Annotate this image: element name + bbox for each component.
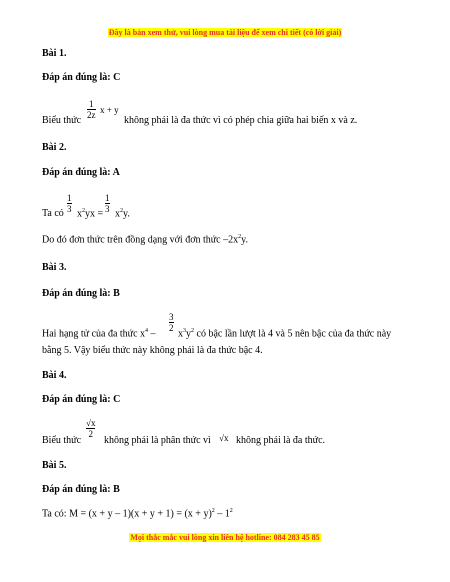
q1-prefix: Biểu thức xyxy=(42,115,82,126)
q2-tail-exp: 2 xyxy=(120,208,123,214)
q3-line1-rest xyxy=(178,328,391,339)
q3-exp-4: 4 xyxy=(145,328,149,334)
q3-minus: – xyxy=(150,328,156,340)
q2-fraction-2 xyxy=(105,193,110,214)
q2-line2-a: Do đó đơn thức trên đồng dạng với đơn thức –2x xyxy=(42,234,239,246)
preview-notice-text: Đây là bản xem thử, vui lòng mua tài liệu để xem chi tiết (có lời giải) xyxy=(108,28,342,37)
q2-frac2-den: 3 xyxy=(105,204,110,214)
q3-x: x xyxy=(178,328,183,340)
q5-exp-a: 2 xyxy=(211,508,215,514)
q2-frac1-num: 1 xyxy=(67,193,72,203)
q1-frac-num: 1 xyxy=(89,99,94,109)
q5-answer: Đáp án đúng là: B xyxy=(42,484,120,495)
q1-frac-den: 2z xyxy=(87,110,96,120)
q1-frac-tail: x + y xyxy=(100,105,119,115)
q1-text xyxy=(42,115,81,126)
q2-title: Bài 2. xyxy=(42,142,67,153)
preview-notice xyxy=(0,28,450,37)
q3-line1-a-text: Hai hạng tử của đa thức x xyxy=(42,328,146,340)
q5-title: Bài 5. xyxy=(42,460,67,471)
q1-title: Bài 1. xyxy=(42,48,67,59)
q4-frac-den: 2 xyxy=(88,429,93,439)
q2-tail-rest: y. xyxy=(123,208,130,220)
q2-mid-x: x xyxy=(77,208,82,220)
q2-mid-exp: 2 xyxy=(82,208,85,214)
q4-fraction xyxy=(86,418,95,439)
q4-suffix: không phải là đa thức. xyxy=(236,435,326,446)
q2-line2-b: y. xyxy=(241,234,248,246)
q2-tail-x: x xyxy=(115,208,120,220)
q4-frac-num: √x xyxy=(86,418,96,428)
q1-answer: Đáp án đúng là: C xyxy=(42,72,121,83)
q3-y: y xyxy=(186,328,191,340)
q4-sqrt-icon: √x xyxy=(219,433,229,443)
q2-tail xyxy=(115,208,130,219)
q2-line2 xyxy=(42,234,248,245)
q1-fraction xyxy=(87,99,96,120)
q4-prefix: Biểu thức xyxy=(42,435,82,446)
q2-line1-prefix: Ta có xyxy=(42,208,64,219)
q3-line2: bằng 5. Vậy biểu thức này không phải là đa thức bậc 4. xyxy=(42,345,263,356)
q5-line1-a: Ta có: M = (x + y – 1)(x + y + 1) = (x + y) xyxy=(42,508,212,520)
q3-answer: Đáp án đúng là: B xyxy=(42,288,120,299)
q2-mid xyxy=(77,208,103,219)
q3-line1-a xyxy=(42,328,156,339)
q2-frac1-den: 3 xyxy=(67,204,72,214)
q4-title: Bài 4. xyxy=(42,370,67,381)
q2-line2-exp: 2 xyxy=(238,234,242,240)
q2-frac2-num: 1 xyxy=(105,193,110,203)
q4-mid: không phải là phân thức vì xyxy=(104,435,211,446)
q2-mid-rest: yx = xyxy=(85,208,104,220)
q5-line1-b: – 1 xyxy=(217,508,230,520)
q3-exp-2: 2 xyxy=(191,328,194,334)
q3-line1-e: có bậc lần lượt là 4 và 5 nên bậc của đa thức này xyxy=(196,328,392,340)
q2-fraction-1 xyxy=(67,193,72,214)
q5-line1 xyxy=(42,508,233,519)
hotline-notice-text: Mọi thắc mắc vui lòng xin liên hệ hotline: 084 283 45 85 xyxy=(130,533,320,542)
q2-answer: Đáp án đúng là: A xyxy=(42,167,120,178)
q5-exp-b: 2 xyxy=(229,508,233,514)
q3-frac-num: 3 xyxy=(169,312,174,322)
q1-suffix: không phải là đa thức vì có phép chia giữa hai biến x và z. xyxy=(124,115,358,126)
q3-exp-3: 3 xyxy=(183,328,186,334)
q3-title: Bài 3. xyxy=(42,262,67,273)
q4-answer: Đáp án đúng là: C xyxy=(42,394,121,405)
hotline-notice xyxy=(0,533,450,542)
q3-fraction xyxy=(169,312,174,333)
q3-frac-den: 2 xyxy=(169,323,174,333)
